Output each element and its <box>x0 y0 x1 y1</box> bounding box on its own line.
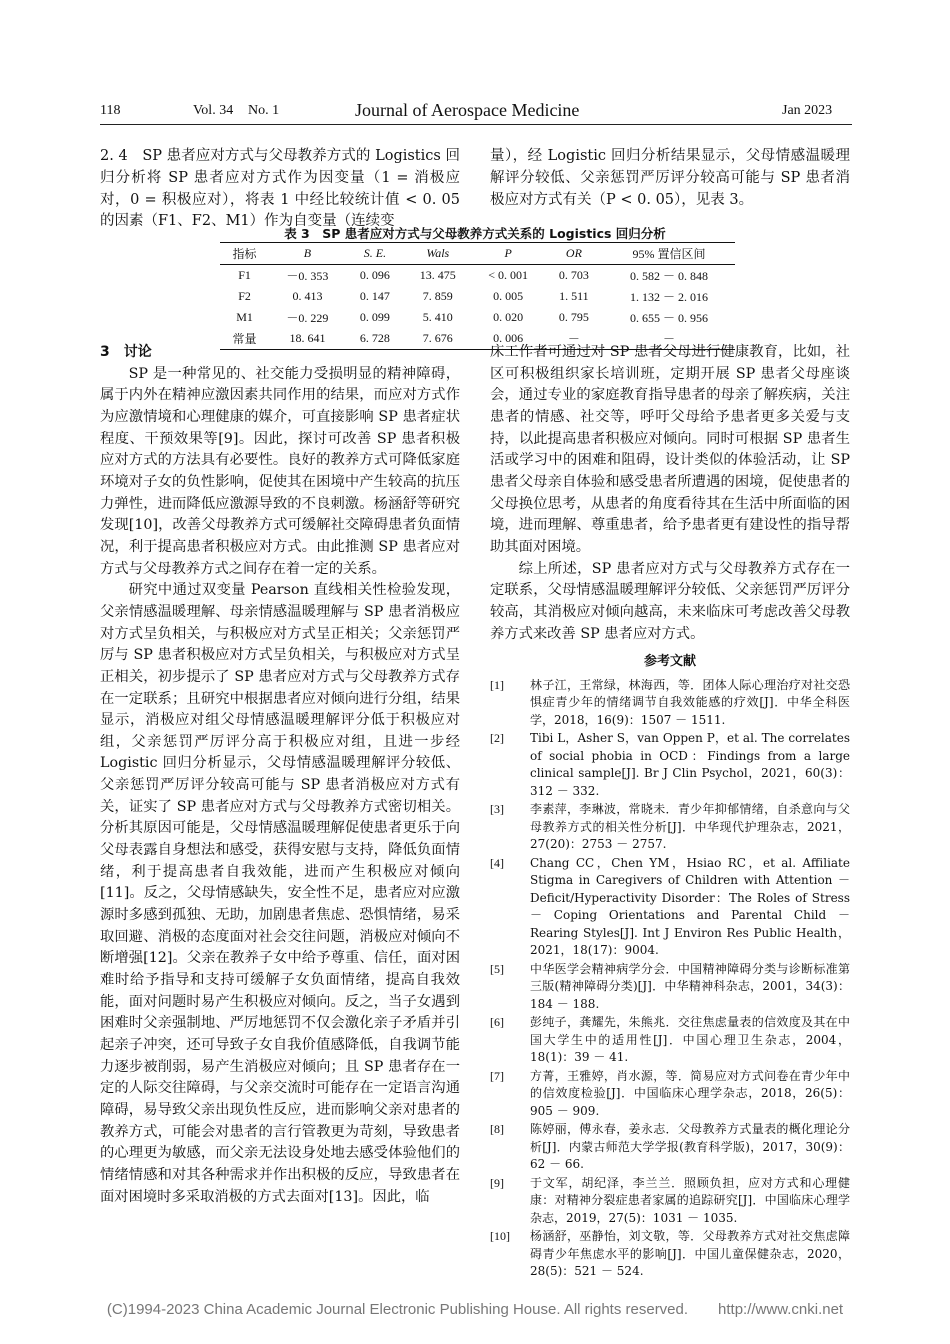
table-cell: 7. 676 <box>422 331 453 345</box>
table-cell: 0. 099 <box>359 310 390 324</box>
reference-text: 杨涵舒，巫静怡，刘文敬，等．父母教养方式对社交焦虑障碍青少年焦虑水平的影响[J]．中国儿童保健杂志，2020，28(5)：521 － 524. <box>530 1229 850 1279</box>
page-number: 118 <box>100 103 121 118</box>
table-header: B <box>269 243 346 265</box>
reference-item <box>490 961 850 1014</box>
header-rule <box>100 124 852 125</box>
reference-number: [2] <box>490 731 504 746</box>
discussion-paragraph-2: 研究中通过双变量 Pearson 直线相关性检验发现，父亲情感温暖理解、母亲情感温暖理解与 SP 患者消极应对方式呈负相关，与积极应对方式呈正相关；父亲惩罚严厉与 SP 患者积极应对方式呈负相关，与积极应对方式呈正相关，初步提示了 SP 患者应对方式与父母教养方式存在一定联系；且研究中根据患者应对倾向进行分组，结果显示，消极应对组父母情感温暖理解评分低于积极应对组，父亲惩罚严厉评分高于积极应对组，且进一步经 Logistic 回归分析显示，父母情感温暖理解评分较低、父亲惩罚严厉评分较高可能与 SP 患者消极应对方式有关，证实了 SP 患者应对方式与父母教养方式密切相关。分析其原因可能是，父母情感温暖理解促使患者更乐于向父母表露自身想法和感受，获得安慰与支持，降低负面情绪，利于提高患者自我效能，进而产生积极应对倾向[11]。反之，父母情感缺失，安全性不足，患者应对应激源时多感到孤独、无助，加剧患者焦虑、恐惧情绪，易采取回避、消极的态度面对社会交往问题，消极应对倾向不断增强[12]。父亲在教养子女中给予尊重、信任，面对困难时给予指导和支持可缓解子女负面情绪，提高自我效能，面对问题时易产生积极应对倾向。反之，当子女遇到困难时父亲强制地、严厉地惩罚不仅会激化亲子矛盾并引起亲子冲突，还可导致子女自我价值感降低，自我调节能力逐步被削弱，易产生消极应对倾向；且 SP 患者存在一定的人际交往障碍，与父亲交流时可能存在一定语言沟通障碍，易导致父亲出现负性反应，进而影响父亲对患者的教养方式，可能会对患者的言行管教更为苛刻，导致患者的心理更为敏感，而父亲无法设身处地去感受体验他们的情绪情感和对其各种需求并作出积极的反应，导致患者在面对困境时多采取消极的方式去面对[13]。因此，临 <box>100 582 460 1205</box>
table-cell: 18. 641 <box>289 331 326 345</box>
section-heading-discussion: 3 讨论 <box>100 344 152 360</box>
table-cell: 0. 582 － 0. 848 <box>630 269 709 283</box>
reference-text: 于文军，胡纪泽，李兰兰．照顾负担，应对方式和心理健康：对精神分裂症患者家属的追踪研究[J]．中国临床心理学杂志，2019，27(5)：1031 － 1035. <box>530 1175 850 1225</box>
table-row <box>220 286 735 307</box>
reference-item <box>490 801 850 854</box>
references-heading: 参考文献 <box>643 654 696 670</box>
table-header: 指标 <box>220 243 269 265</box>
table-cell: 0. 096 <box>359 268 390 282</box>
reference-item <box>490 855 850 960</box>
copyright-footer: (C)1994-2023 China Academic Journal Electronic Publishing House. All rights reserved. http://www.cnki.net <box>106 1301 844 1318</box>
reference-text: 彭纯子，龚耀先，朱熊兆．交往焦虑量表的信效度及其在中国大学生中的适用性[J]．中国心理卫生杂志，2004，18(1)：39 － 41. <box>530 1015 850 1065</box>
reference-item <box>490 1228 850 1281</box>
discussion-paragraph-4: 综上所述，SP 患者应对方式与父母教养方式存在一定联系，父母情感温暖理解评分较低、父亲惩罚严厉评分较高，其消极应对倾向越高，未来临床可考虑改善父母教养方式来改善 SP 患者应对方式。 <box>490 560 850 642</box>
reference-number: [8] <box>490 1122 504 1137</box>
table-row <box>220 265 735 287</box>
table-cell: 常量 <box>232 332 257 346</box>
reference-number: [10] <box>490 1229 510 1244</box>
table3-caption: 表 3 SP 患者应对方式与父母教养方式关系的 Logistics 回归分析 <box>284 226 666 241</box>
sec24-right <box>490 146 850 211</box>
table-header: OR <box>545 243 603 265</box>
issue-date: Jan 2023 <box>782 103 833 118</box>
table-cell: －0. 229 <box>286 311 329 325</box>
running-header <box>0 98 950 124</box>
table-cell: 7. 859 <box>422 289 453 303</box>
right-column <box>490 342 850 1282</box>
reference-item <box>490 1175 850 1228</box>
reference-number: [1] <box>490 677 504 692</box>
volume: Vol. 34 <box>193 103 234 118</box>
reference-item <box>490 1014 850 1067</box>
reference-text: 陈婷丽，傅永春，姜永志．父母教养方式量表的概化理论分析[J]．内蒙古师范大学学报(教育科学版)，2017，30(9)：62 － 66. <box>530 1122 850 1172</box>
table-cell: 0. 147 <box>359 289 390 303</box>
table-cell: 6. 728 <box>359 331 390 345</box>
reference-number: [4] <box>490 855 504 870</box>
reference-number: [9] <box>490 1175 504 1190</box>
reference-number: [3] <box>490 802 504 817</box>
reference-item <box>490 677 850 730</box>
sec24-right-text: 量），经 Logistic 回归分析结果显示，父母情感温暖理解评分较低、父亲惩罚严厉评分较高可能与 SP 患者消极应对方式有关（P < 0. 05），见表 3。 <box>490 148 850 208</box>
table-cell: 5. 410 <box>422 310 453 324</box>
table-header: S. E. <box>346 243 404 265</box>
left-column <box>100 342 460 1208</box>
reference-item <box>490 730 850 800</box>
table-cell: 0. 006 <box>493 331 524 345</box>
table-cell: 0. 413 <box>292 289 323 303</box>
table3 <box>220 242 735 350</box>
table-cell: F2 <box>238 289 251 303</box>
sec24-left-text: 将 SP 患者应对方式作为因变量（1 = 消极应对，0 = 积极应对），将表 1 中经比较统计值 < 0. 05 的因素（F1、F2、M1）作为自变量（连续变 <box>100 169 461 230</box>
reference-list <box>490 677 850 1281</box>
table-cell: 0. 020 <box>493 310 524 324</box>
sec24-heading: 2. 4 SP 患者应对方式与父母教养方式的 Logistics 回归分析 <box>100 148 460 186</box>
reference-number: [5] <box>490 961 504 976</box>
discussion-paragraph-1: SP 是一种常见的、社交能力受损明显的精神障碍，属于内外在精神应激因素共同作用的结果，而应对方式作为应激情境和心理健康的媒介，可直接影响 SP 患者症状程度、干预效果等[9]。因此，探讨可改善 SP 患者积极应对方式的方法具有必要性。良好的教养方式可降低家庭环境对子女的负性影响，促使其在困境中产生较高的抗压力弹性，进而降低应激源导致的不良刺激。杨涵舒等研究发现[10]，改善父母教养方式可缓解社交障碍患者负面情况，利于提高患者积极应对方式。由此推测 SP 患者应对方式与父母教养方式之间存在着一定的关系。 <box>100 365 460 577</box>
table-cell: － <box>663 332 676 346</box>
table-cell: < 0. 001 <box>488 268 529 282</box>
discussion-paragraph-3: 床工作者可通过对 SP 患者父母进行健康教育，比如，社区可积极组织家长培训班，定期开展 SP 患者父母座谈会，通过专业的家庭教育指导患者的母亲了解疾病，关注患者的情感、社交等，呼吁父母给予患者更多关爱与支持，以此提高患者积极应对倾向。同时可根据 SP 患者生活或学习中的困难和阻碍，设计类似的体验活动，让 SP 患者父母亲自体验和感受患者所遭遇的困境，促使患者的父母换位思考，从患者的角度看待其在生活中所面临的困境，进而理解、尊重患者，给予患者更有建设性的指导帮助其面对困境。 <box>490 344 850 555</box>
table-header: 95% 置信区间 <box>603 243 735 265</box>
table-row <box>220 307 735 328</box>
reference-item <box>490 1121 850 1174</box>
reference-text: 林子江，王常绿，林海西，等．团体人际心理治疗对社交恐惧症青少年的情绪调节自我效能感的疗效[J]．中华全科医学，2018，16(9)：1507 － 1511. <box>530 677 850 727</box>
table-cell: 0. 005 <box>493 289 524 303</box>
reference-text: Tibi L，Asher S，van Oppen P，et al. The correlates of social phobia in OCD：Findings from a large clinical sample[J]. Br J Clin Psychol，2021，60(3)：312 － 332. <box>530 731 850 798</box>
table-cell: －0. 353 <box>286 269 329 283</box>
table-cell: 0. 703 <box>558 268 589 282</box>
table-cell: 0. 795 <box>558 310 589 324</box>
reference-text: 中华医学会精神病学分会．中国精神障碍分类与诊断标准第三版(精神障碍分类)[J]．中华精神科杂志，2001，34(3)：184 － 188. <box>530 961 850 1011</box>
sec24-left <box>100 146 460 233</box>
reference-item <box>490 1068 850 1121</box>
reference-number: [7] <box>490 1068 504 1083</box>
table-header: Wals <box>404 243 471 265</box>
reference-text: 李素萍，李琳波，常晓未．青少年抑郁情绪，自杀意向与父母教养方式的相关性分析[J]．中华现代护理杂志，2021，27(20)：2753 － 2757. <box>530 802 850 852</box>
table-cell: 1. 132 － 2. 016 <box>630 290 709 304</box>
table-cell: 13. 475 <box>419 268 456 282</box>
issue: No. 1 <box>248 103 280 118</box>
reference-text: 方菁，王雅婷，肖水源，等．简易应对方式问卷在青少年中的信效度检验[J]．中国临床心理学杂志，2018，26(5)：905 － 909. <box>530 1068 850 1118</box>
reference-text: Chang CC，Chen YM，Hsiao RC，et al. Affiliate Stigma in Caregivers of Children with Attention － Deficit/Hyperactivity Disorder：The Roles of Stress － Coping Orientations and Parental Child － Rearing Styles[J]. Int J Environ Res Public Health，2021，18(17)：9004. <box>530 855 850 958</box>
reference-number: [6] <box>490 1015 504 1030</box>
table-cell: 0. 655 － 0. 956 <box>630 311 709 325</box>
table-cell: M1 <box>236 310 253 324</box>
table-header-row <box>220 243 735 265</box>
table-header: P <box>472 243 545 265</box>
table-cell: F1 <box>238 268 251 282</box>
table-cell: － <box>567 332 580 346</box>
table-cell: 1. 511 <box>559 289 589 303</box>
journal-title: Journal of Aerospace Medicine <box>355 100 580 120</box>
